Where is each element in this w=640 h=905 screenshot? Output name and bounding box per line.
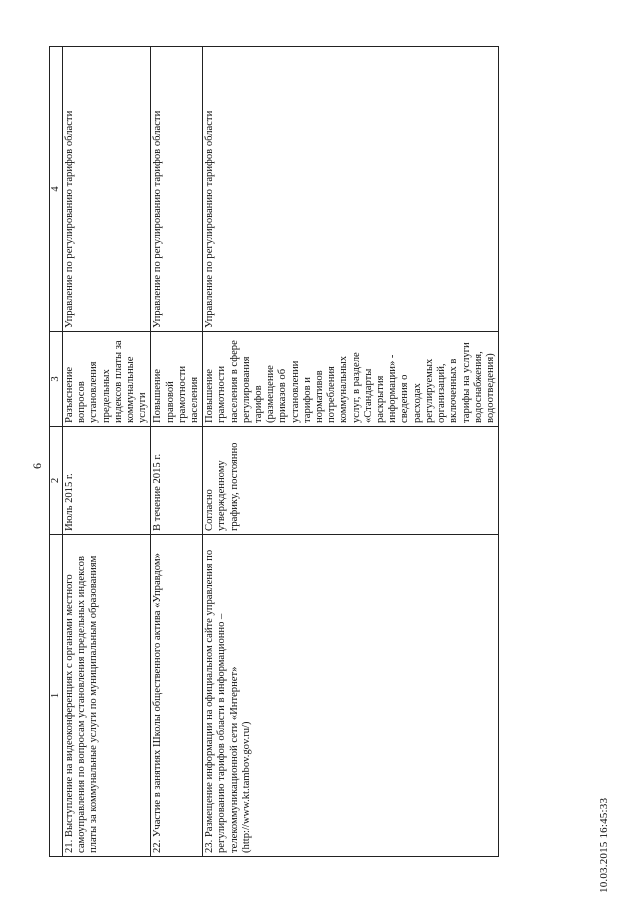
- column-header: 2: [50, 427, 63, 535]
- column-header: 1: [50, 535, 63, 857]
- event-cell: 21. Выступление на видеоконференциях с органами местного самоуправления по вопросам установления предельных индексов платы за коммунальные услуги по муниципальным образованиям: [63, 535, 151, 857]
- responsible-cell: Управление по регулированию тарифов области: [63, 47, 151, 332]
- header-row: [50, 47, 63, 857]
- table-row: [63, 47, 151, 857]
- events-table: [49, 46, 499, 857]
- table-row: [203, 47, 499, 857]
- print-timestamp: 10.03.2015 16:45:33: [598, 797, 610, 893]
- date-cell: Согласно утвержденному графику, постоянно: [203, 427, 499, 535]
- table-row: [151, 47, 203, 857]
- goal-cell: Повышение грамотности населения в сфере регулирования тарифов (размещение приказов об установлении тарифов и нормативов потребления коммунальных услуг, в разделе «Стандарты раскрытия информации» - сведения о расходах регулируемых организаций, включенных в тарифы на услуги водоснабжения, водоотведения): [203, 332, 499, 427]
- column-header: 4: [50, 47, 63, 332]
- date-cell: Июль 2015 г.: [63, 427, 151, 535]
- event-cell: 22. Участие в занятиях Школы общественного актива «Управдом»: [151, 535, 203, 857]
- page-number: 6: [30, 463, 44, 469]
- column-header: 3: [50, 332, 63, 427]
- goal-cell: Повышение правовой грамотности населения: [151, 332, 203, 427]
- goal-cell: Разъяснение вопросов установления предельных индексов платы за коммунальные услуги: [63, 332, 151, 427]
- responsible-cell: Управление по регулированию тарифов области: [151, 47, 203, 332]
- date-cell: В течение 2015 г.: [151, 427, 203, 535]
- event-cell: 23. Размещение информации на официальном сайте управления по регулированию тарифов области в информационно – телекоммуникационной сети «Интернет» (http://www.kt.tambov.gov.ru/): [203, 535, 499, 857]
- responsible-cell: Управление по регулированию тарифов области: [203, 47, 499, 332]
